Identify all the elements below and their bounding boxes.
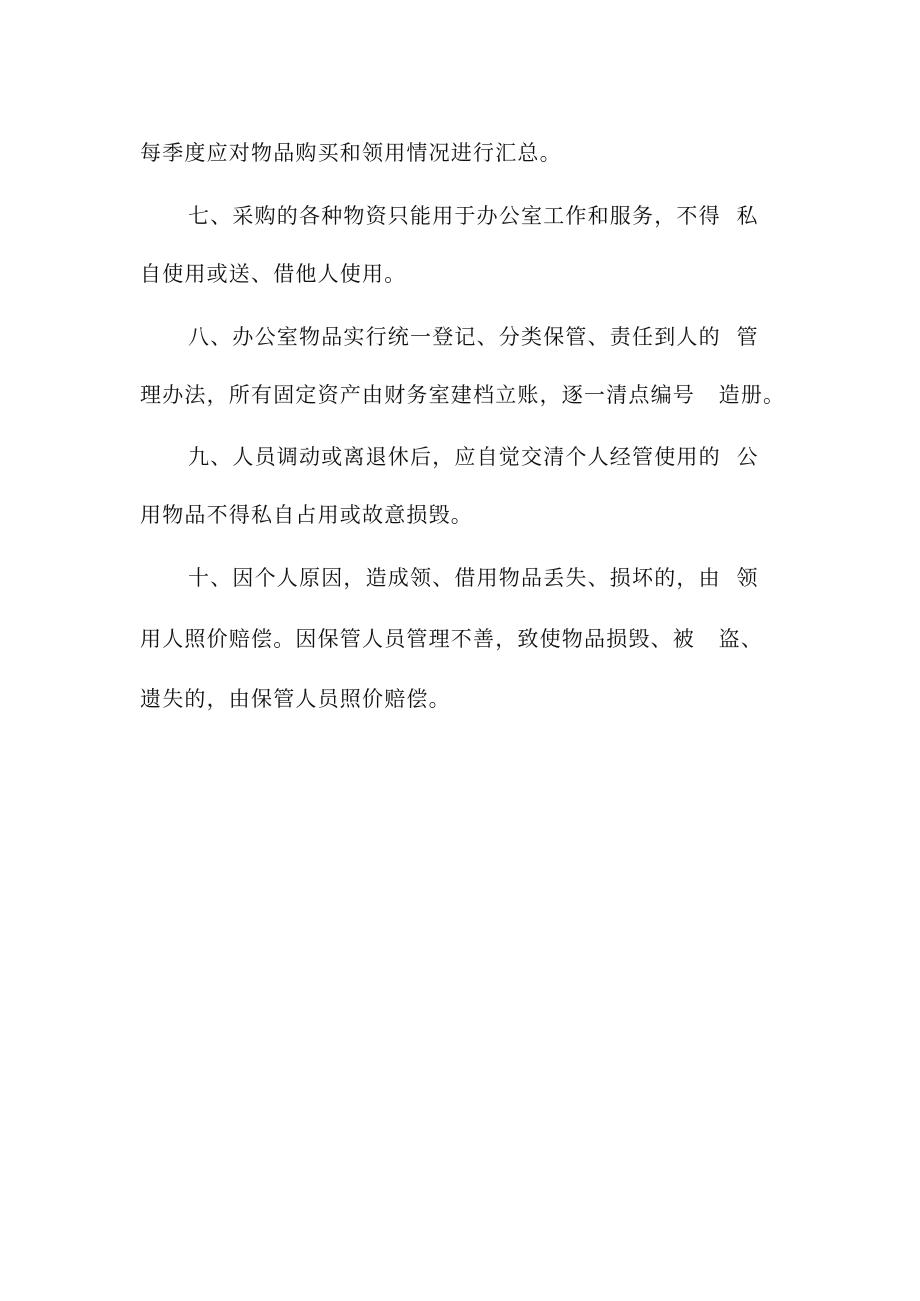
paragraph-line: 十、因个人原因，造成领、借用物品丢失、损坏的，由 领 (188, 566, 759, 590)
paragraph-line: 七、采购的各种物资只能用于办公室工作和服务，不得 私 (188, 204, 759, 228)
paragraph-line: 用物品不得私自占用或故意损毁。 (140, 503, 473, 527)
paragraph-line: 每季度应对物品购买和领用情况进行汇总。 (140, 141, 562, 165)
paragraph-line: 理办法，所有固定资产由财务室建档立账，逐一清点编号 造册。 (140, 383, 786, 407)
paragraph-line: 八、办公室物品实行统一登记、分类保管、责任到人的 管 (188, 325, 759, 349)
paragraph-line: 自使用或送、借他人使用。 (140, 262, 407, 286)
paragraph-line: 用人照价赔偿。因保管人员管理不善，致使物品损毁、被 盗、 (140, 627, 764, 651)
paragraph-line: 九、人员调动或离退休后，应自觉交清个人经管使用的 公 (188, 445, 759, 469)
paragraph-line: 遗失的，由保管人员照价赔偿。 (140, 687, 451, 711)
